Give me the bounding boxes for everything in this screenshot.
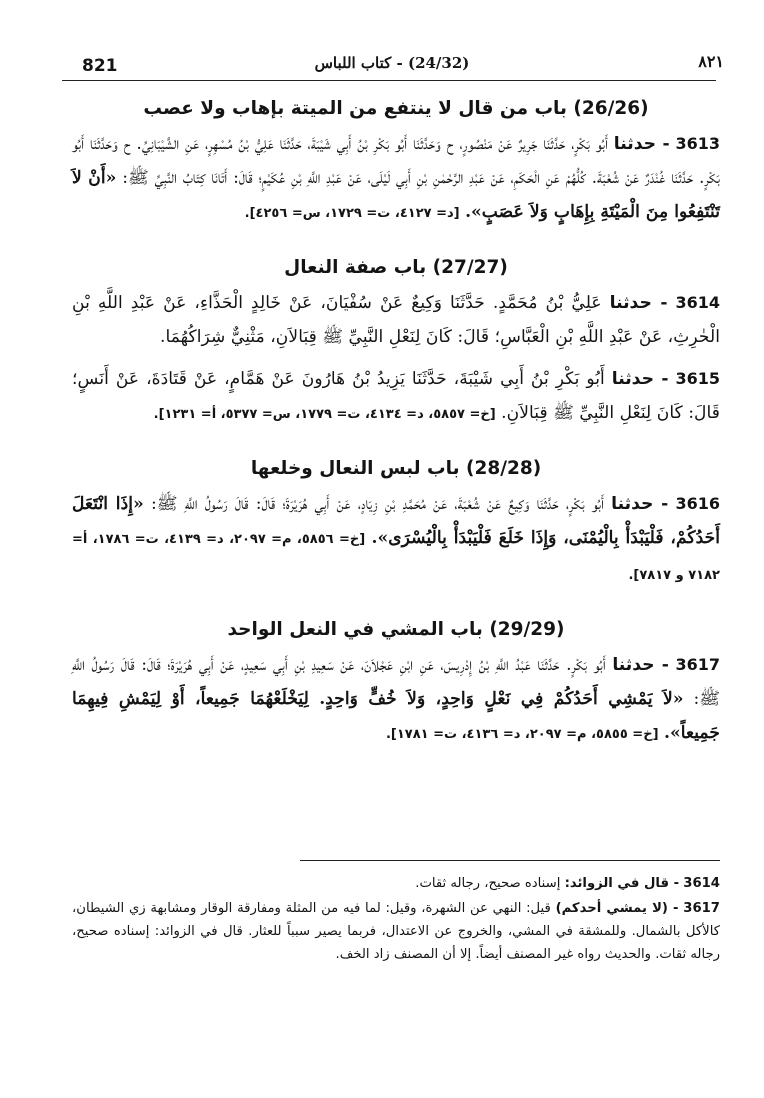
hadith-intro-word: حدثنا bbox=[611, 494, 654, 514]
hadith-reference: [خ= ٥٨٥٧، د= ٤١٣٤، ت= ١٧٧٩، س= ٥٣٧٧، أ= ١٢٣١]. bbox=[153, 407, 496, 422]
hadith-text: أَبُو بَكْرٍ، حَدَّثَنَا وَكِيعٌ عَنْ شُعْبَةَ، عَنْ مُحَمَّدِ بْنِ زِيَادٍ، عَنْ أَبِي هُرَيْرَةَ؛ قَالَ: قَالَ رَسُولُ اللَّهِ ﷺ: bbox=[150, 494, 604, 514]
chapter-title: باب لبس النعال وخلعها bbox=[250, 458, 460, 479]
hadith-intro: - حدثنا bbox=[612, 655, 669, 675]
running-header bbox=[60, 50, 724, 80]
hadith bbox=[72, 362, 720, 432]
hadith-intro: - حدثنا bbox=[611, 494, 669, 514]
hadith bbox=[72, 286, 720, 354]
hadith-number: 3613 bbox=[675, 134, 720, 153]
hadith-quote: «لاَ يَمْشِي أَحَدُكُمْ فِي نَعْلٍ وَاحِدٍ، وَلاَ خُفٍّ وَاحِدٍ. لِيَخْلَعْهُمَا جَمِيعاً، أَوْ لِيَمْشِ فِيهِمَا جَمِيعاً». bbox=[72, 689, 720, 743]
hadith-number: 3614 bbox=[675, 293, 720, 312]
hadith-intro: - حدثنا bbox=[609, 293, 668, 313]
chapter-title: باب المشي في النعل الواحد bbox=[227, 619, 483, 640]
hadith-reference: [خ= ٥٨٥٦، م= ٢٠٩٧، د= ٤١٣٩، ت= ١٧٨٦، أ= ٧١٨٢ و ٧٨١٧]. bbox=[72, 532, 720, 583]
footnote bbox=[72, 897, 720, 966]
hadith-reference: [د= ٤١٢٧، ت= ١٧٢٩، س= ٤٢٥٦]. bbox=[244, 206, 460, 221]
footnote-text: إسناده صحيح، رجاله ثقات. bbox=[415, 876, 561, 891]
hadith-quote: «أَنْ لاَ تَنْتَفِعُوا مِنَ الْمَيْتَةِ بِإِهَابٍ وَلاَ عَصَبٍ». bbox=[72, 168, 720, 222]
chapter-heading bbox=[72, 98, 720, 119]
page-number-latin: 821 bbox=[82, 56, 118, 76]
hadith-number: 3617 bbox=[675, 655, 721, 674]
footnote-number: 3617 bbox=[683, 901, 720, 916]
footnote-lead: - (لا يمشي أحدكم) bbox=[555, 901, 679, 916]
hadith-reference: [خ= ٥٨٥٥، م= ٢٠٩٧، د= ٤١٣٦، ت= ١٧٨١]. bbox=[385, 727, 659, 742]
hadith-intro-word: حدثنا bbox=[609, 293, 652, 313]
chapter-number: (27/27) bbox=[432, 257, 508, 278]
hadith-text: أَبُو بَكْرٍ. حَدَّثَنَا عَبْدُ اللَّهِ بْنُ إِدْرِيسَ، عَنِ ابْنِ عَجْلاَنَ، عَنْ سَعِيدِ بْنِ أَبِي سَعِيدٍ، عَنْ أَبِي هُرَيْرَةَ؛ قَالَ: قَالَ رَسُولُ اللَّهِ ﷺ: bbox=[72, 655, 720, 709]
hadith bbox=[72, 127, 720, 231]
hadith-intro: - حدثنا bbox=[611, 369, 669, 389]
hadith-text: عَلِيُّ بْنُ مُحَمَّدٍ. حَدَّثَنَا وَكِيعٌ عَنْ سُفْيَانَ، عَنْ خَالِدٍ الْحَذَّاءِ، عَنْ عَبْدِ اللَّهِ بْنِ الْحٰرِثِ، عَنْ عَبْدِ اللَّهِ بْنِ الْعَبَّاسِ؛ قَالَ: كَانَ لِنَعْلِ النَّبِيِّ ﷺ قِبَالاَنِ، مَثْنِيٌّ شِرَاكُهُمَا. bbox=[72, 293, 720, 347]
running-title: (24/32) - كتاب اللباس bbox=[314, 54, 470, 72]
chapter bbox=[72, 257, 720, 432]
footnotes bbox=[72, 872, 720, 968]
page-body bbox=[72, 92, 720, 758]
hadith-intro-word: حدثنا bbox=[612, 655, 655, 675]
chapter-heading bbox=[72, 257, 720, 278]
hadith-intro-word: حدثنا bbox=[611, 369, 654, 389]
hadith bbox=[72, 487, 720, 593]
footnote bbox=[72, 872, 720, 895]
footnote-divider bbox=[300, 860, 720, 861]
hadith-text: أَبُو بَكْرٍ، حَدَّثَنَا جَرِيرٌ عَنْ مَنْصُورٍ، ح وَحَدَّثَنَا أَبُو بَكْرِ بْنُ أَبِي شَيْبَةَ، حَدَّثَنَا عَلِيُّ بْنُ مُسْهِرٍ، عَنِ الشَّيْبَانِيِّ. ح وَحَدَّثَنَا أَبُو بَكْرٍ. حَدَّثَنَا غُنْدَرٌ عَنْ شُعْبَةَ. كُلُّهُمْ عَنِ الْحَكَمِ، عَنْ عَبْدِ الرَّحْمٰنِ بْنِ أَبِي لَيْلَى، عَنْ عَبْدِ اللَّهِ بْنِ عُكَيْمٍ؛ قَالَ: أَتَانَا كِتَابُ النَّبِيِّ ﷺ: bbox=[72, 134, 720, 188]
chapter bbox=[72, 458, 720, 593]
footnote-number: 3614 bbox=[683, 876, 720, 891]
chapter-heading bbox=[72, 619, 720, 640]
hadith-intro-word: حدثنا bbox=[613, 134, 657, 154]
chapter-number: (29/29) bbox=[489, 619, 565, 640]
footnote-lead: - قال في الزوائد: bbox=[564, 876, 680, 891]
chapter-title: باب من قال لا ينتفع من الميتة بإهاب ولا عصب bbox=[143, 98, 567, 119]
chapter-number: (26/26) bbox=[573, 98, 649, 119]
hadith-text: أَبُو بَكْرِ بْنُ أَبِي شَيْبَةَ، حَدَّثَنَا يَزِيدُ بْنُ هَارُونَ عَنْ هَمَّامٍ، عَنْ قَتَادَةَ، عَنْ أَنَسٍ؛ قَالَ: كَانَ لِنَعْلِ النَّبِيِّ ﷺ قِبَالاَنِ. bbox=[72, 369, 720, 423]
footnote-text: قيل: النهي عن الشهرة، وقيل: لما فيه من المثلة ومفارقة الوقار ومشابهة زي الشيطان، كالأكل بالشمال. وللمشقة في المشي، والخروج عن الاعتدال، فربما يصير سبباً للعثار. قال في الزوائد: إسناده صحيح، رجاله ثقات. والحديث رواه غير المصنف أيضاً. إلا أن المصنف زاد الخف. bbox=[72, 901, 720, 962]
header-divider bbox=[62, 80, 716, 81]
chapter-number: (28/28) bbox=[466, 458, 542, 479]
chapter bbox=[72, 619, 720, 752]
hadith bbox=[72, 648, 720, 752]
hadith-number: 3616 bbox=[675, 494, 721, 513]
page-number-arabic: ٨٢١ bbox=[698, 52, 724, 71]
chapter-title: باب صفة النعال bbox=[284, 257, 427, 278]
hadith-quote: «إِذَا انْتَعَلَ أَحَدُكُمْ، فَلْيَبْدَأْ بِالْيُمْنَى، وَإِذَا خَلَعَ فَلْيَبْدَأْ بِالْيُسْرَى». bbox=[72, 494, 721, 548]
hadith-number: 3615 bbox=[675, 369, 721, 388]
chapter-heading bbox=[72, 458, 720, 479]
chapter bbox=[72, 98, 720, 231]
hadith-intro: - حدثنا bbox=[613, 134, 670, 154]
